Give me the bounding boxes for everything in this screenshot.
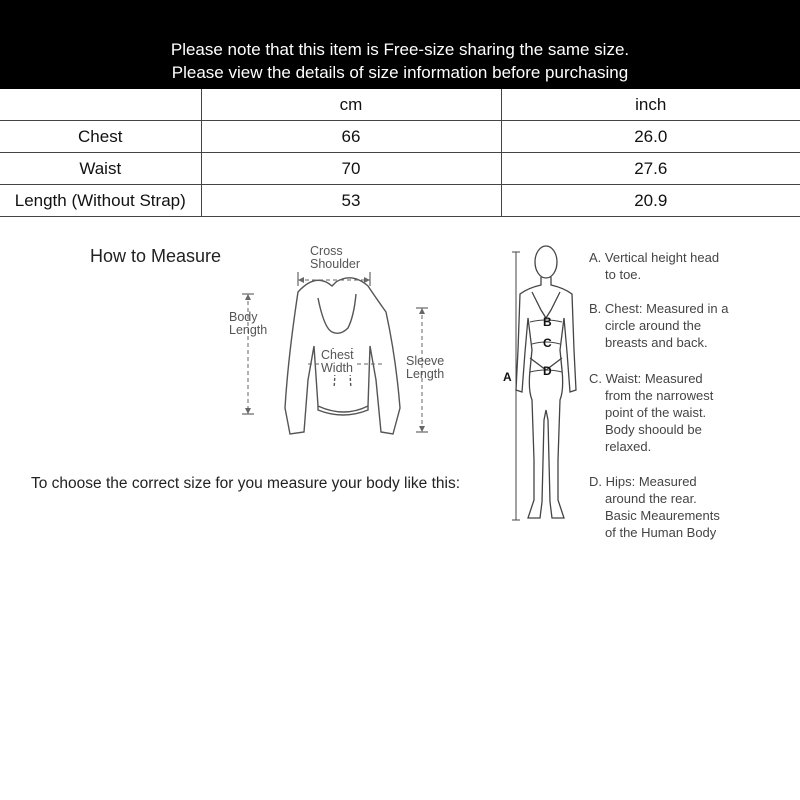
guide-line: to toe.	[605, 267, 642, 282]
guide-line: C. Waist: Measured	[589, 371, 703, 386]
how-to-measure-title: How to Measure	[90, 246, 222, 266]
notice-line-2: Please view the details of size information before purchasing	[171, 63, 629, 82]
guide-line: relaxed.	[605, 439, 652, 454]
guide-chest	[589, 300, 759, 351]
marker-c: C	[543, 336, 552, 350]
table-cell: Waist	[0, 153, 201, 185]
table-header-cell	[0, 89, 201, 121]
sleeve-length-label-line: Length	[406, 367, 445, 381]
table-header-cell: inch	[501, 89, 800, 121]
guide-line: circle around the	[605, 318, 702, 333]
measure-instruction: To choose the correct size for you measure your body like this:	[31, 475, 461, 492]
guide-line: B. Chest: Measured in a	[589, 301, 729, 316]
chest-width-label-line: Width	[321, 361, 353, 375]
guide-line: around the rear.	[605, 491, 697, 506]
guide-height	[589, 249, 759, 283]
cross-shoulder-label-line: Shoulder	[310, 257, 361, 271]
table-row	[0, 121, 800, 153]
table-cell: 26.0	[501, 121, 800, 153]
cross-shoulder-label	[310, 245, 360, 271]
notice-line-1: Please note that this item is Free-size sharing the same size.	[170, 40, 630, 59]
body-length-label-line: Body	[229, 310, 258, 324]
table-cell: 66	[201, 121, 501, 153]
body-length-label	[229, 311, 267, 337]
table-row	[0, 185, 800, 217]
guide-waist	[589, 370, 759, 455]
guide-line: of the Human Body	[605, 525, 717, 540]
guide-line: breasts and back.	[605, 335, 708, 350]
table-row	[0, 153, 800, 185]
size-notice-banner	[0, 34, 800, 89]
guide-hips	[589, 473, 759, 541]
table-cell: 53	[201, 185, 501, 217]
cross-shoulder-label-line: Cross	[310, 244, 343, 258]
guide-line: Basic Meaurements	[605, 508, 720, 523]
table-cell: 70	[201, 153, 501, 185]
marker-b: B	[543, 315, 552, 329]
size-table	[0, 89, 800, 217]
marker-d: D	[543, 364, 552, 378]
chest-width-label-line: Chest	[321, 348, 354, 362]
sleeve-length-label	[406, 355, 444, 381]
table-cell: Length (Without Strap)	[0, 185, 201, 217]
marker-a: A	[503, 370, 512, 384]
table-header-cell: cm	[201, 89, 501, 121]
guide-line: A. Vertical height head	[589, 250, 720, 265]
top-black-band	[0, 0, 800, 34]
table-header-row	[0, 89, 800, 121]
human-body-diagram	[510, 240, 585, 532]
table-cell: 20.9	[501, 185, 800, 217]
chest-width-label	[319, 349, 356, 375]
guide-line: from the narrowest	[605, 388, 714, 403]
sleeve-length-label-line: Sleeve	[406, 354, 445, 368]
guide-line: point of the waist.	[605, 405, 707, 420]
body-length-label-line: Length	[229, 323, 268, 337]
table-cell: Chest	[0, 121, 201, 153]
guide-line: D. Hips: Measured	[589, 474, 697, 489]
guide-line: Body shoould be	[605, 422, 702, 437]
table-cell: 27.6	[501, 153, 800, 185]
